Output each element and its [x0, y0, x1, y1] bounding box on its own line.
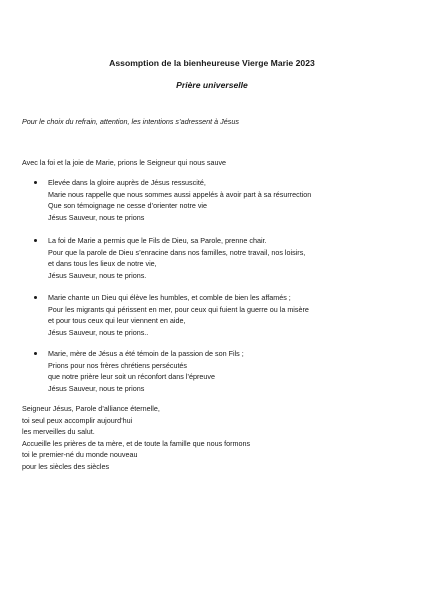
bullet-icon	[34, 181, 37, 184]
intention-line: Pour les migrants qui périssent en mer, pour ceux qui fuient la guerre ou la misère	[48, 304, 309, 314]
conclusion-line: toi seul peux accomplir aujourd’hui	[22, 415, 133, 425]
intention-line: Marie nous rappelle que nous sommes aussi appelés à avoir part à sa résurrection	[48, 189, 312, 199]
intention-line: Jésus Sauveur, nous te prions	[48, 383, 145, 393]
intention-line: Prions pour nos frères chrétiens persécutés	[48, 360, 188, 370]
intention-line: Pour que la parole de Dieu s’enracine dans nos familles, notre travail, nos loisirs,	[48, 247, 306, 257]
refrain-note: Pour le choix du refrain, attention, les intentions s’adressent à Jésus	[22, 117, 239, 126]
intention-3	[48, 292, 418, 338]
bullet-icon	[34, 239, 37, 242]
intention-line: La foi de Marie a permis que le Fils de Dieu, sa Parole, prenne chair.	[48, 236, 267, 245]
conclusion-line: Accueille les prières de ta mère, et de toute la famille que nous formons	[22, 438, 251, 448]
bullet-icon	[34, 352, 37, 355]
intention-line: que notre prière leur soit un réconfort dans l’épreuve	[48, 372, 216, 382]
intention-line: Que son témoignage ne cesse d’orienter notre vie	[48, 201, 208, 211]
conclusion-line: toi le premier-né du monde nouveau	[22, 450, 138, 460]
concluding-prayer	[22, 403, 250, 473]
document-title: Assomption de la bienheureuse Vierge Marie 2023	[109, 58, 315, 68]
conclusion-line: les merveilles du salut.	[22, 427, 95, 437]
intention-2	[48, 235, 418, 281]
intro-line: Avec la foi et la joie de Marie, prions le Seigneur qui nous sauve	[22, 158, 227, 167]
intention-line: Elevée dans la gloire auprès de Jésus ressuscité,	[48, 178, 206, 187]
conclusion-line: pour les siècles des siècles	[22, 461, 110, 471]
bullet-icon	[34, 296, 37, 299]
intention-line: Jésus Sauveur, nous te prions.	[48, 270, 147, 280]
conclusion-line: Seigneur Jésus, Parole d’alliance éternelle,	[22, 404, 160, 413]
intention-line: Marie, mère de Jésus a été témoin de la passion de son Fils ;	[48, 349, 244, 358]
intention-line: Jésus Sauveur, nous te prions	[48, 212, 145, 222]
intention-line: Marie chante un Dieu qui élève les humbles, et comble de bien les affamés ;	[48, 293, 291, 302]
intention-line: et pour tous ceux qui leur viennent en aide,	[48, 316, 186, 326]
intention-4	[48, 348, 418, 394]
intention-line: Jésus Sauveur, nous te prions..	[48, 327, 149, 337]
document-subtitle: Prière universelle	[176, 80, 248, 90]
intention-1	[48, 177, 418, 223]
intention-line: et dans tous les lieux de notre vie,	[48, 259, 157, 269]
